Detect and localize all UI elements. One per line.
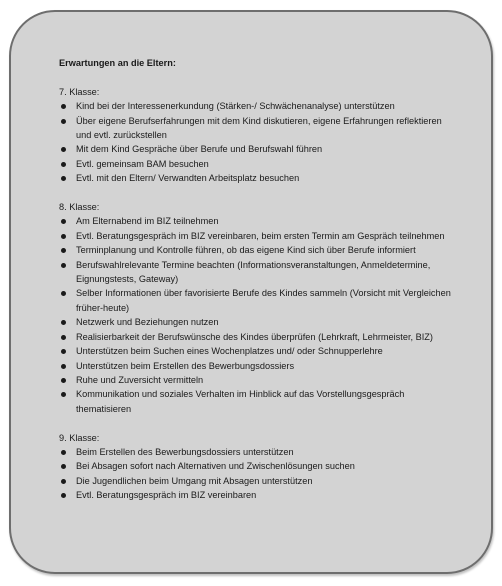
list-item-text: Terminplanung und Kontrolle führen, ob das eigene Kind sich über Berufe informiert <box>76 245 416 256</box>
list-item <box>59 359 459 373</box>
list-item-text: Evtl. mit den Eltern/ Verwandten Arbeitsplatz besuchen <box>76 173 300 184</box>
list-item-text: Mit dem Kind Gespräche über Berufe und Berufswahl führen <box>76 144 323 155</box>
list-item-text: Evtl. Beratungsgespräch im BIZ vereinbaren <box>76 490 257 501</box>
section-list-7 <box>59 99 459 185</box>
list-item-text: Unterstützen beim Suchen eines Wochenplatzes und/ oder Schnupperlehre <box>76 346 383 357</box>
bullet-icon <box>61 378 66 383</box>
bullet-icon <box>61 147 66 152</box>
section-title-9: 9. Klasse: <box>59 432 100 443</box>
list-item <box>59 286 459 315</box>
list-item <box>59 243 459 257</box>
bullet-icon <box>61 263 66 268</box>
bullet-icon <box>61 479 66 484</box>
bullet-icon <box>61 291 66 296</box>
list-item <box>59 344 459 358</box>
section-list-8 <box>59 214 459 416</box>
list-item <box>59 445 459 459</box>
bullet-icon <box>61 219 66 224</box>
list-item-text: Kind bei der Interessenerkundung (Stärken-/ Schwächenanalyse) unterstützen <box>76 101 395 112</box>
bullet-icon <box>61 162 66 167</box>
list-item-text: Die Jugendlichen beim Umgang mit Absagen unterstützen <box>76 475 313 486</box>
list-item <box>59 171 459 185</box>
section-title-8: 8. Klasse: <box>59 202 100 213</box>
list-item <box>59 330 459 344</box>
bullet-icon <box>61 364 66 369</box>
list-item <box>59 459 459 473</box>
section-list-9 <box>59 445 459 503</box>
bullet-icon <box>61 248 66 253</box>
page-heading: Erwartungen an die Eltern: <box>59 58 176 68</box>
list-item <box>59 488 459 502</box>
list-item <box>59 229 459 243</box>
bullet-icon <box>61 320 66 325</box>
bullet-icon <box>61 392 66 397</box>
list-item <box>59 315 459 329</box>
list-item-text: Unterstützen beim Erstellen des Bewerbungsdossiers <box>76 360 295 371</box>
list-item-text: Netzwerk und Beziehungen nutzen <box>76 317 219 328</box>
list-item-text: Realisierbarkeit der Berufswünsche des Kindes überprüfen (Lehrkraft, Lehrmeister, BIZ) <box>76 331 433 342</box>
bullet-icon <box>61 234 66 239</box>
list-item <box>59 99 459 113</box>
list-item-text: Selber Informationen über favorisierte Berufe des Kindes sammeln (Vorsicht mit Vergleichen früher-heute) <box>76 288 451 313</box>
list-item <box>59 142 459 156</box>
list-item-text: Ruhe und Zuversicht vermitteln <box>76 374 204 385</box>
bullet-icon <box>61 450 66 455</box>
bullet-icon <box>61 493 66 498</box>
bullet-icon <box>61 119 66 124</box>
list-item-text: Evtl. Beratungsgespräch im BIZ vereinbaren, beim ersten Termin am Gespräch teilnehmen <box>76 230 445 241</box>
card-content <box>59 56 459 503</box>
bullet-icon <box>61 176 66 181</box>
bullet-icon <box>61 104 66 109</box>
list-item <box>59 258 459 287</box>
spacer <box>59 70 459 84</box>
spacer <box>59 416 459 430</box>
list-item-text: Berufswahlrelevante Termine beachten (Informationsveranstaltungen, Anmeldetermine, Eignungstests, Gateway) <box>76 259 431 285</box>
list-item-text: Kommunikation und soziales Verhalten im Hinblick auf das Vorstellungsgespräch thematisieren <box>76 389 405 414</box>
list-item-text: Bei Absagen sofort nach Alternativen und Zwischenlösungen suchen <box>76 461 355 472</box>
list-item <box>59 474 459 488</box>
bullet-icon <box>61 464 66 469</box>
spacer <box>59 186 459 200</box>
list-item <box>59 373 459 387</box>
list-item <box>59 157 459 171</box>
list-item-text: Beim Erstellen des Bewerbungsdossiers unterstützen <box>76 446 294 457</box>
list-item <box>59 387 459 416</box>
section-title-7: 7. Klasse: <box>59 86 100 97</box>
bullet-icon <box>61 349 66 354</box>
list-item-text: Am Elternabend im BIZ teilnehmen <box>76 216 219 227</box>
list-item-text: Über eigene Berufserfahrungen mit dem Kind diskutieren, eigene Erfahrungen reflektieren und evtl. zurückstellen <box>76 115 442 141</box>
list-item <box>59 114 459 143</box>
list-item-text: Evtl. gemeinsam BAM besuchen <box>76 158 209 169</box>
list-item <box>59 214 459 228</box>
bullet-icon <box>61 335 66 340</box>
